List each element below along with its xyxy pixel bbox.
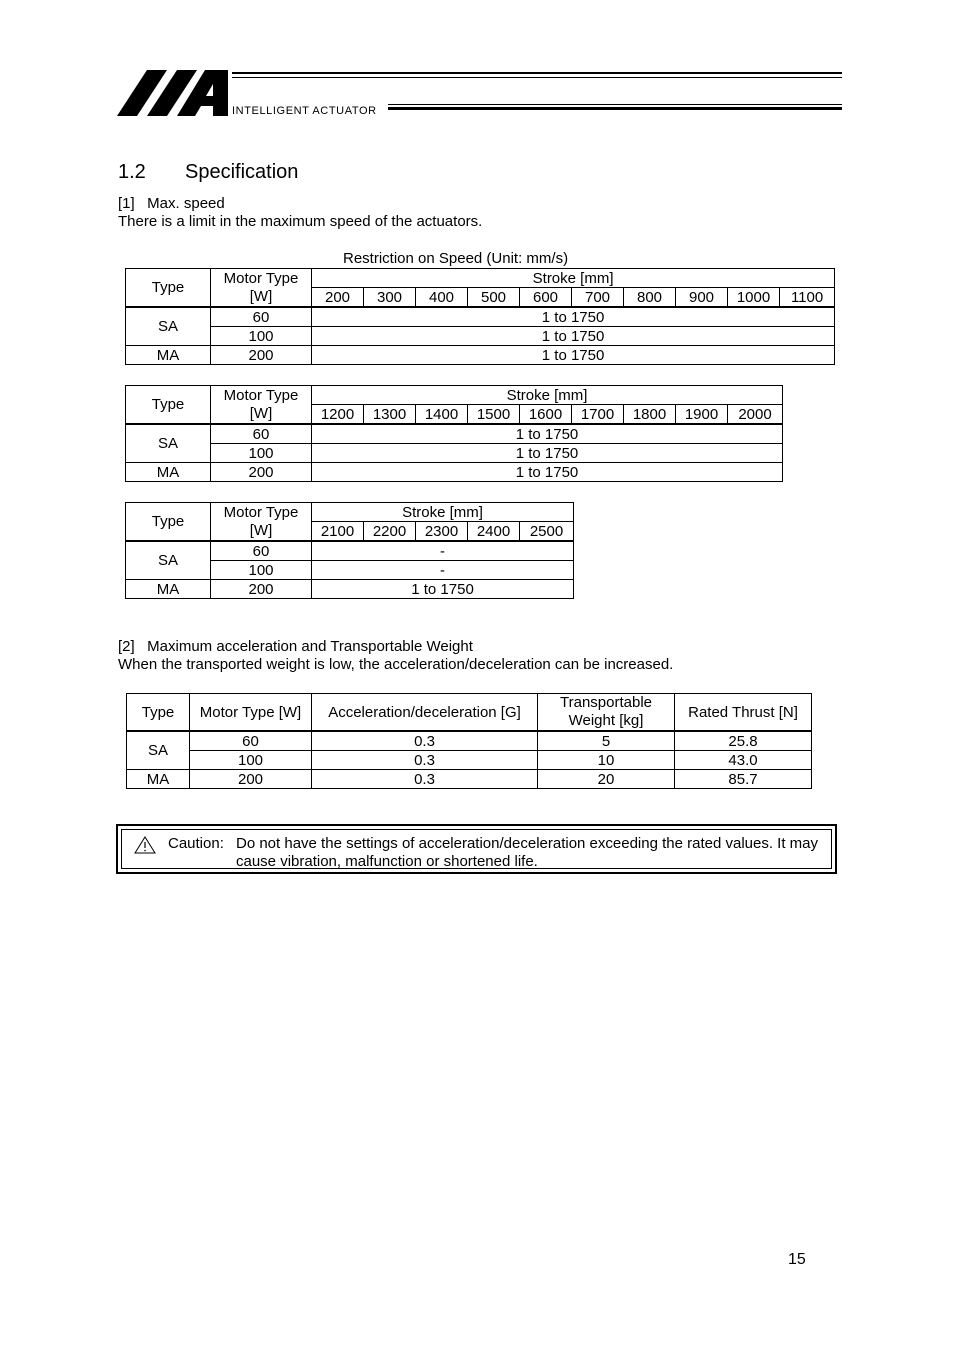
- table-row: [127, 731, 812, 751]
- table-row: [126, 327, 835, 346]
- table-row: [126, 444, 783, 463]
- stroke-cell: 2500: [520, 522, 574, 542]
- caution-box: [116, 824, 837, 874]
- motor-header-line: Motor Type [W]: [223, 503, 299, 539]
- motor-cell: 100: [211, 561, 312, 580]
- speed-value-cell: 1 to 1750: [312, 327, 835, 346]
- stroke-cell: 1100: [780, 288, 835, 308]
- col-type-header: Type: [126, 503, 211, 542]
- warning-triangle-icon: [134, 836, 156, 854]
- table-row: [126, 580, 574, 599]
- accel-heading: [2] Maximum acceleration and Transportable Weight: [118, 638, 473, 655]
- motor-cell: 60: [211, 307, 312, 327]
- weight-cell: 10: [538, 751, 675, 770]
- speed-value-cell: 1 to 1750: [312, 307, 835, 327]
- accel-header-acceleration: Acceleration/deceleration [G]: [312, 694, 538, 732]
- speed-value-cell: 1 to 1750: [312, 444, 783, 463]
- thrust-cell: 85.7: [675, 770, 812, 789]
- thrust-cell: 25.8: [675, 731, 812, 751]
- header-rule-bottom-2: [388, 107, 842, 110]
- page-number: 15: [788, 1251, 806, 1268]
- header-rule-top-1: [232, 72, 842, 74]
- caution-text: Do not have the settings of acceleration/deceleration exceeding the rated values. It may cause vibration, malfunction or shortened life.: [236, 835, 819, 870]
- speed-value-cell: 1 to 1750: [312, 346, 835, 365]
- stroke-cell: 1800: [624, 405, 676, 425]
- motor-cell: 200: [211, 346, 312, 365]
- header-rule-bottom-1: [388, 104, 842, 105]
- stroke-cell: 2000: [728, 405, 783, 425]
- speed-table-2: [125, 385, 783, 482]
- col-motor-header: [211, 503, 312, 542]
- speed-value-cell: -: [312, 541, 574, 561]
- speed-value-cell: 1 to 1750: [312, 463, 783, 482]
- motor-cell: 60: [211, 424, 312, 444]
- stroke-cell: 1900: [676, 405, 728, 425]
- stroke-cell: 2200: [364, 522, 416, 542]
- stroke-cell: 300: [364, 288, 416, 308]
- accel-header-type: Type: [127, 694, 190, 732]
- speed-value-cell: -: [312, 561, 574, 580]
- col-motor-header: [211, 269, 312, 308]
- weight-cell: 20: [538, 770, 675, 789]
- type-cell: MA: [127, 770, 190, 789]
- speed-table-caption: Restriction on Speed (Unit: mm/s): [343, 250, 569, 267]
- col-stroke-header: Stroke [mm]: [312, 269, 835, 288]
- caution-label: Caution:: [168, 835, 224, 852]
- stroke-cell: 2300: [416, 522, 468, 542]
- section-title: Specification: [185, 161, 299, 183]
- table-row: [126, 307, 835, 327]
- max-speed-text: There is a limit in the maximum speed of the actuators.: [118, 213, 483, 230]
- stroke-cell: 500: [468, 288, 520, 308]
- accel-cell: 0.3: [312, 751, 538, 770]
- stroke-cell: 1300: [364, 405, 416, 425]
- motor-cell: 200: [190, 770, 312, 789]
- speed-table-1: [125, 268, 835, 365]
- speed-value-cell: 1 to 1750: [312, 424, 783, 444]
- type-cell: SA: [127, 731, 190, 770]
- stroke-cell: 600: [520, 288, 572, 308]
- accel-cell: 0.3: [312, 770, 538, 789]
- table-row: [126, 463, 783, 482]
- col-stroke-header: Stroke [mm]: [312, 386, 783, 405]
- type-cell: MA: [126, 580, 211, 599]
- table-row: [126, 424, 783, 444]
- iai-logo-icon: [117, 68, 229, 118]
- speed-table-3: [125, 502, 574, 599]
- stroke-cell: 1200: [312, 405, 364, 425]
- stroke-cell: 1700: [572, 405, 624, 425]
- speed-value-cell: 1 to 1750: [312, 580, 574, 599]
- brand-name: INTELLIGENT ACTUATOR: [232, 105, 377, 117]
- accel-text: When the transported weight is low, the acceleration/deceleration can be increased.: [118, 656, 674, 673]
- type-cell: SA: [126, 307, 211, 346]
- weight-cell: 5: [538, 731, 675, 751]
- stroke-cell: 1500: [468, 405, 520, 425]
- accel-header-thrust: Rated Thrust [N]: [675, 694, 812, 732]
- accel-header-motor: Motor Type [W]: [190, 694, 312, 732]
- stroke-cell: 400: [416, 288, 468, 308]
- col-stroke-header: Stroke [mm]: [312, 503, 574, 522]
- header-rule-top-2: [232, 77, 842, 78]
- type-cell: SA: [126, 541, 211, 580]
- motor-cell: 60: [211, 541, 312, 561]
- motor-cell: 200: [211, 463, 312, 482]
- stroke-cell: 2400: [468, 522, 520, 542]
- stroke-cell: 2100: [312, 522, 364, 542]
- section-number: 1.2: [118, 161, 146, 183]
- motor-cell: 100: [190, 751, 312, 770]
- accel-header-weight: Transportable Weight [kg]: [538, 694, 675, 732]
- motor-cell: 60: [190, 731, 312, 751]
- col-motor-header: [211, 386, 312, 425]
- stroke-cell: 700: [572, 288, 624, 308]
- accel-cell: 0.3: [312, 731, 538, 751]
- stroke-cell: 200: [312, 288, 364, 308]
- accel-table: [126, 693, 812, 789]
- type-cell: SA: [126, 424, 211, 463]
- motor-header-line: Motor Type [W]: [223, 386, 299, 422]
- type-cell: MA: [126, 346, 211, 365]
- thrust-cell: 43.0: [675, 751, 812, 770]
- motor-cell: 100: [211, 327, 312, 346]
- stroke-cell: 1000: [728, 288, 780, 308]
- motor-cell: 100: [211, 444, 312, 463]
- max-speed-heading: [1] Max. speed: [118, 195, 225, 212]
- table-row: [126, 541, 574, 561]
- table-row: [127, 770, 812, 789]
- caution-inner-frame: [121, 829, 832, 869]
- motor-header-line: Motor Type [W]: [223, 269, 299, 305]
- stroke-cell: 1600: [520, 405, 572, 425]
- motor-cell: 200: [211, 580, 312, 599]
- col-type-header: Type: [126, 269, 211, 308]
- table-row: [126, 346, 835, 365]
- table-row: [127, 751, 812, 770]
- stroke-cell: 800: [624, 288, 676, 308]
- col-type-header: Type: [126, 386, 211, 425]
- stroke-cell: 900: [676, 288, 728, 308]
- stroke-cell: 1400: [416, 405, 468, 425]
- type-cell: MA: [126, 463, 211, 482]
